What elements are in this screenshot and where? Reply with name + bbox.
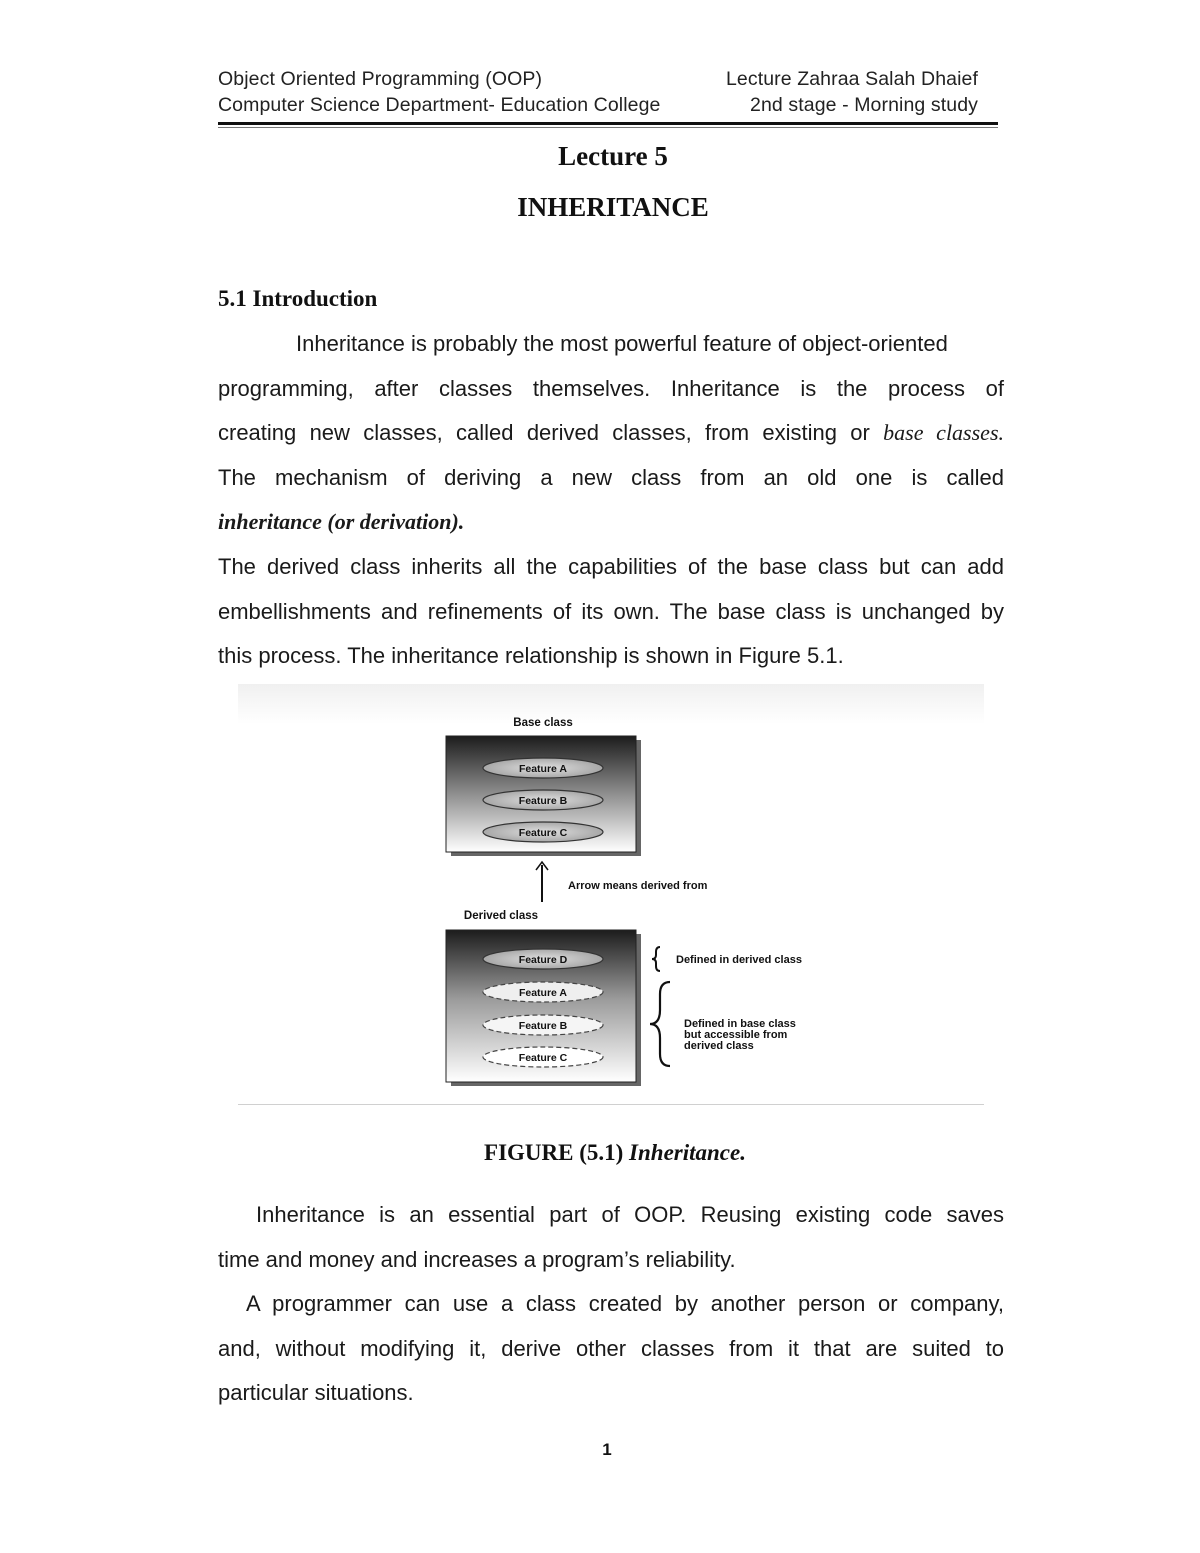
brace-icon: [652, 947, 660, 971]
feature-label: Feature A: [518, 763, 568, 775]
caption-title: Inheritance.: [629, 1140, 746, 1165]
reuse-paragraph: [218, 1282, 1004, 1416]
text-line: this process. The inheritance relationship is shown in Figure 5.1.: [218, 643, 844, 669]
brace-label-base-line-2: but accessible from: [684, 1029, 788, 1041]
text-line: particular situations.: [218, 1380, 414, 1406]
header-department: Computer Science Department- Education College: [218, 94, 661, 116]
base-class-label: Base class: [513, 717, 573, 729]
text-line: [218, 500, 1004, 545]
derived-feature-d: [483, 949, 603, 969]
text-line: and, without modifying it, derive other classes from it that are suited to: [218, 1335, 1004, 1361]
base-feature-c: [483, 822, 603, 842]
header-rule-thin: [218, 127, 998, 128]
figure-caption: [0, 1140, 1200, 1166]
derived-feature-c: [483, 1047, 603, 1067]
derived-class-paragraph: [218, 545, 1004, 679]
feature-label: Feature B: [518, 795, 568, 807]
derived-feature-a: [483, 982, 603, 1002]
page-number: 1: [602, 1440, 612, 1459]
derived-class-label: Derived class: [463, 910, 539, 922]
header-stage: 2nd stage - Morning study: [750, 94, 978, 116]
header-course: Object Oriented Programming (OOP): [218, 68, 543, 90]
feature-label: Feature C: [518, 827, 568, 839]
text-line: [218, 411, 1004, 456]
arrow-label: Arrow means derived from: [568, 880, 708, 892]
caption-number: FIGURE (5.1): [484, 1140, 624, 1165]
inheritance-diagram: [238, 684, 984, 1104]
feature-label: Feature B: [518, 1020, 568, 1032]
derived-from-arrow-icon: [536, 862, 548, 902]
text-line: A programmer can use a class created by another person or company,: [246, 1291, 1004, 1316]
feature-label: Feature D: [518, 954, 568, 966]
brace-label-base-line-1: Defined in base class: [684, 1018, 796, 1030]
text-line: The derived class inherits all the capabilities of the base class but can add: [218, 554, 1004, 579]
bold-italic-term: inheritance (or derivation).: [218, 509, 465, 535]
brace-label-base-line-3: derived class: [684, 1040, 754, 1052]
brace-label-derived: Defined in derived class: [676, 954, 802, 966]
italic-term: base classes.: [883, 420, 1005, 446]
feature-label: Feature A: [518, 987, 568, 999]
text-line: Inheritance is an essential part of OOP. Reusing existing code saves: [256, 1202, 1004, 1227]
section-heading: 5.1 Introduction: [218, 286, 378, 311]
text-run: creating new classes, called derived classes, from existing or: [218, 420, 884, 446]
base-feature-b: [483, 790, 603, 810]
lecture-title: Lecture 5: [558, 141, 668, 171]
brace-icon: [650, 982, 670, 1066]
feature-label: Feature C: [518, 1052, 568, 1064]
header-lecturer: Lecture Zahraa Salah Dhaief: [725, 68, 978, 90]
intro-paragraph: [218, 322, 1004, 545]
text-line: programming, after classes themselves. Inheritance is the process of: [218, 375, 1004, 401]
text-line: The mechanism of deriving a new class from an old one is called: [218, 464, 1004, 490]
text-line: embellishments and refinements of its own. The base class is unchanged by: [218, 598, 1004, 624]
header-rule: [218, 122, 998, 125]
topic-title: INHERITANCE: [517, 192, 709, 222]
inheritance-figure: [238, 684, 984, 1105]
base-feature-a: [483, 758, 603, 778]
essential-part-paragraph: [218, 1193, 1004, 1282]
derived-feature-b: [483, 1015, 603, 1035]
text-line: time and money and increases a program’s reliability.: [218, 1246, 736, 1272]
text-line: Inheritance is probably the most powerful feature of object-oriented: [296, 331, 948, 356]
